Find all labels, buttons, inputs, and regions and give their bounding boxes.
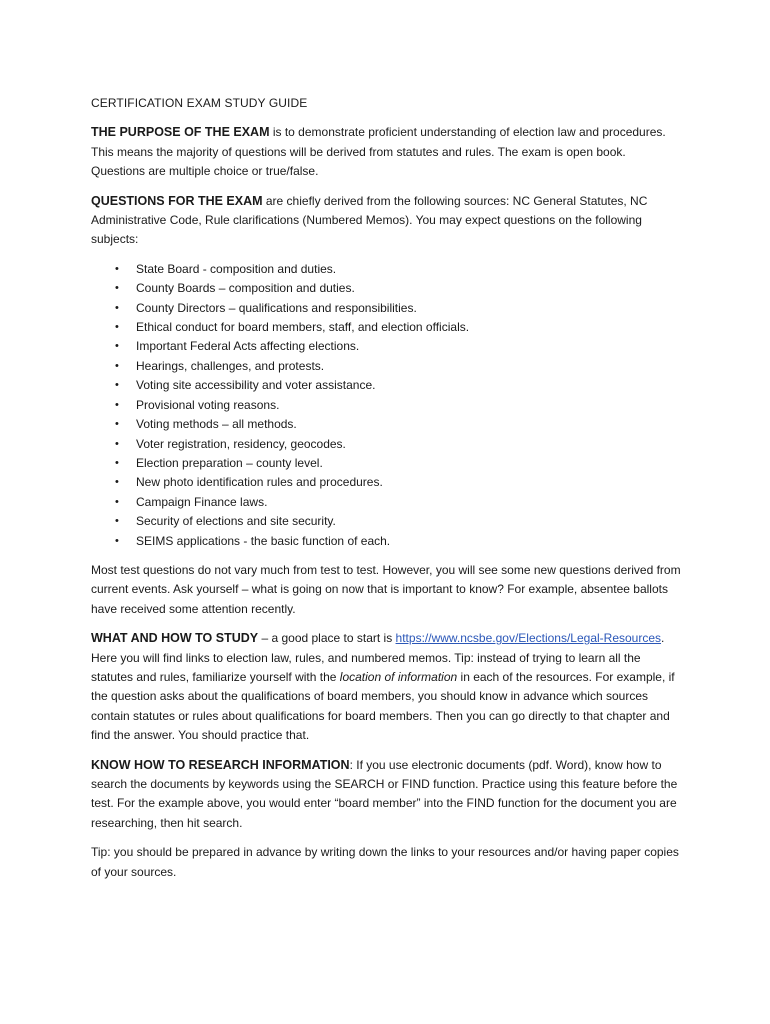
- bullet-icon: •: [115, 437, 119, 450]
- bullet-icon: •: [115, 262, 119, 275]
- questions-text: are chiefly derived from the following sources: NC General Statutes, NC Administrative Code, Rule clarifications (Numbered Memos). You may expect questions on the following subjects:: [91, 193, 648, 247]
- document-page: [91, 94, 681, 892]
- subject-list-item: [115, 299, 681, 318]
- subject-list-item: [115, 279, 681, 298]
- subject-label: Important Federal Acts affecting elections.: [136, 339, 360, 354]
- subject-label: State Board - composition and duties.: [136, 261, 337, 276]
- subject-list-item: [115, 357, 681, 376]
- subject-label: Voting methods – all methods.: [136, 417, 297, 432]
- subject-list-item: [115, 376, 681, 395]
- bullet-icon: •: [115, 534, 119, 547]
- subject-list-item: [115, 396, 681, 415]
- study-text-end: in each of the resources. For example, if the question asks about the qualifications of board members, you should know in advance which sources contain statutes or rules about qualifications for board members. Then you can go directly to that chapter and find the answer. You should practice that.: [91, 669, 675, 743]
- subject-list-item: [115, 532, 681, 551]
- tip-paragraph: Tip: you should be prepared in advance by writing down the links to your resources and/or having paper copies of your sources.: [91, 845, 679, 879]
- bullet-icon: •: [115, 515, 119, 528]
- subject-label: SEIMS applications - the basic function of each.: [136, 533, 391, 548]
- subject-label: Hearings, challenges, and protests.: [136, 358, 325, 373]
- bullet-icon: •: [115, 301, 119, 314]
- subject-label: County Directors – qualifications and responsibilities.: [136, 300, 417, 315]
- research-paragraph: [91, 756, 681, 834]
- subject-label: New photo identification rules and procedures.: [136, 475, 383, 490]
- study-heading: WHAT AND HOW TO STUDY: [91, 631, 259, 646]
- current-events-paragraph: Most test questions do not vary much from test to test. However, you will see some new questions derived from current events. Ask yourself – what is going on now that is important to know? For example, absentee ballots have received some attention recently.: [91, 562, 681, 616]
- bullet-icon: •: [115, 379, 119, 392]
- subject-label: County Boards – composition and duties.: [136, 281, 355, 296]
- bullet-icon: •: [115, 456, 119, 469]
- subject-label: Voting site accessibility and voter assistance.: [136, 378, 376, 393]
- subject-list-item: [115, 473, 681, 492]
- purpose-paragraph: [91, 123, 681, 181]
- bullet-icon: •: [115, 476, 119, 489]
- subject-list-item: [115, 435, 681, 454]
- questions-heading: QUESTIONS FOR THE EXAM: [91, 193, 263, 208]
- study-emphasis: location of information: [339, 669, 458, 684]
- subject-list-item: [115, 493, 681, 512]
- subject-label: Security of elections and site security.: [136, 514, 336, 529]
- bullet-icon: •: [115, 398, 119, 411]
- study-text-after-link: . Here you will find links to election law, rules, and numbered memos. Tip: instead of trying to learn all the statutes and rules, familiarize yourself with the: [91, 631, 665, 684]
- subject-list-item: [115, 318, 681, 337]
- document-title: CERTIFICATION EXAM STUDY GUIDE: [91, 96, 308, 110]
- bullet-icon: •: [115, 321, 119, 334]
- subject-list-item: [115, 260, 681, 279]
- subject-list-item: [115, 337, 681, 356]
- bullet-icon: •: [115, 495, 119, 508]
- research-text: : If you use electronic documents (pdf. Word), know how to search the documents by keywords using the SEARCH or FIND function. Practice using this feature before the test. For the example above, you would enter “board member” into the FIND function for the document you are researching, then hit search.: [91, 757, 678, 830]
- subject-label: Voter registration, residency, geocodes.: [136, 436, 346, 451]
- subject-list-item: [115, 415, 681, 434]
- subject-list-item: [115, 454, 681, 473]
- study-text-before-link: – a good place to start is: [258, 631, 396, 646]
- subject-label: Provisional voting reasons.: [136, 397, 280, 412]
- subject-label: Ethical conduct for board members, staff, and election officials.: [136, 320, 470, 335]
- bullet-icon: •: [115, 359, 119, 372]
- subject-label: Campaign Finance laws.: [136, 494, 268, 509]
- legal-resources-link[interactable]: https://www.ncsbe.gov/Elections/Legal-Resources: [395, 631, 662, 646]
- purpose-text: is to demonstrate proficient understanding of election law and procedures. This means the majority of questions will be derived from statutes and rules. The exam is open book. Questions are multiple choice or true/false.: [91, 125, 666, 179]
- study-paragraph: [91, 629, 681, 745]
- subject-label: Election preparation – county level.: [136, 455, 323, 470]
- bullet-icon: •: [115, 340, 119, 353]
- bullet-icon: •: [115, 282, 119, 295]
- subjects-list: [91, 260, 681, 551]
- research-heading: KNOW HOW TO RESEARCH INFORMATION: [91, 757, 350, 772]
- bullet-icon: •: [115, 418, 119, 431]
- purpose-heading: THE PURPOSE OF THE EXAM: [91, 125, 270, 140]
- subject-list-item: [115, 512, 681, 531]
- questions-paragraph: [91, 192, 681, 250]
